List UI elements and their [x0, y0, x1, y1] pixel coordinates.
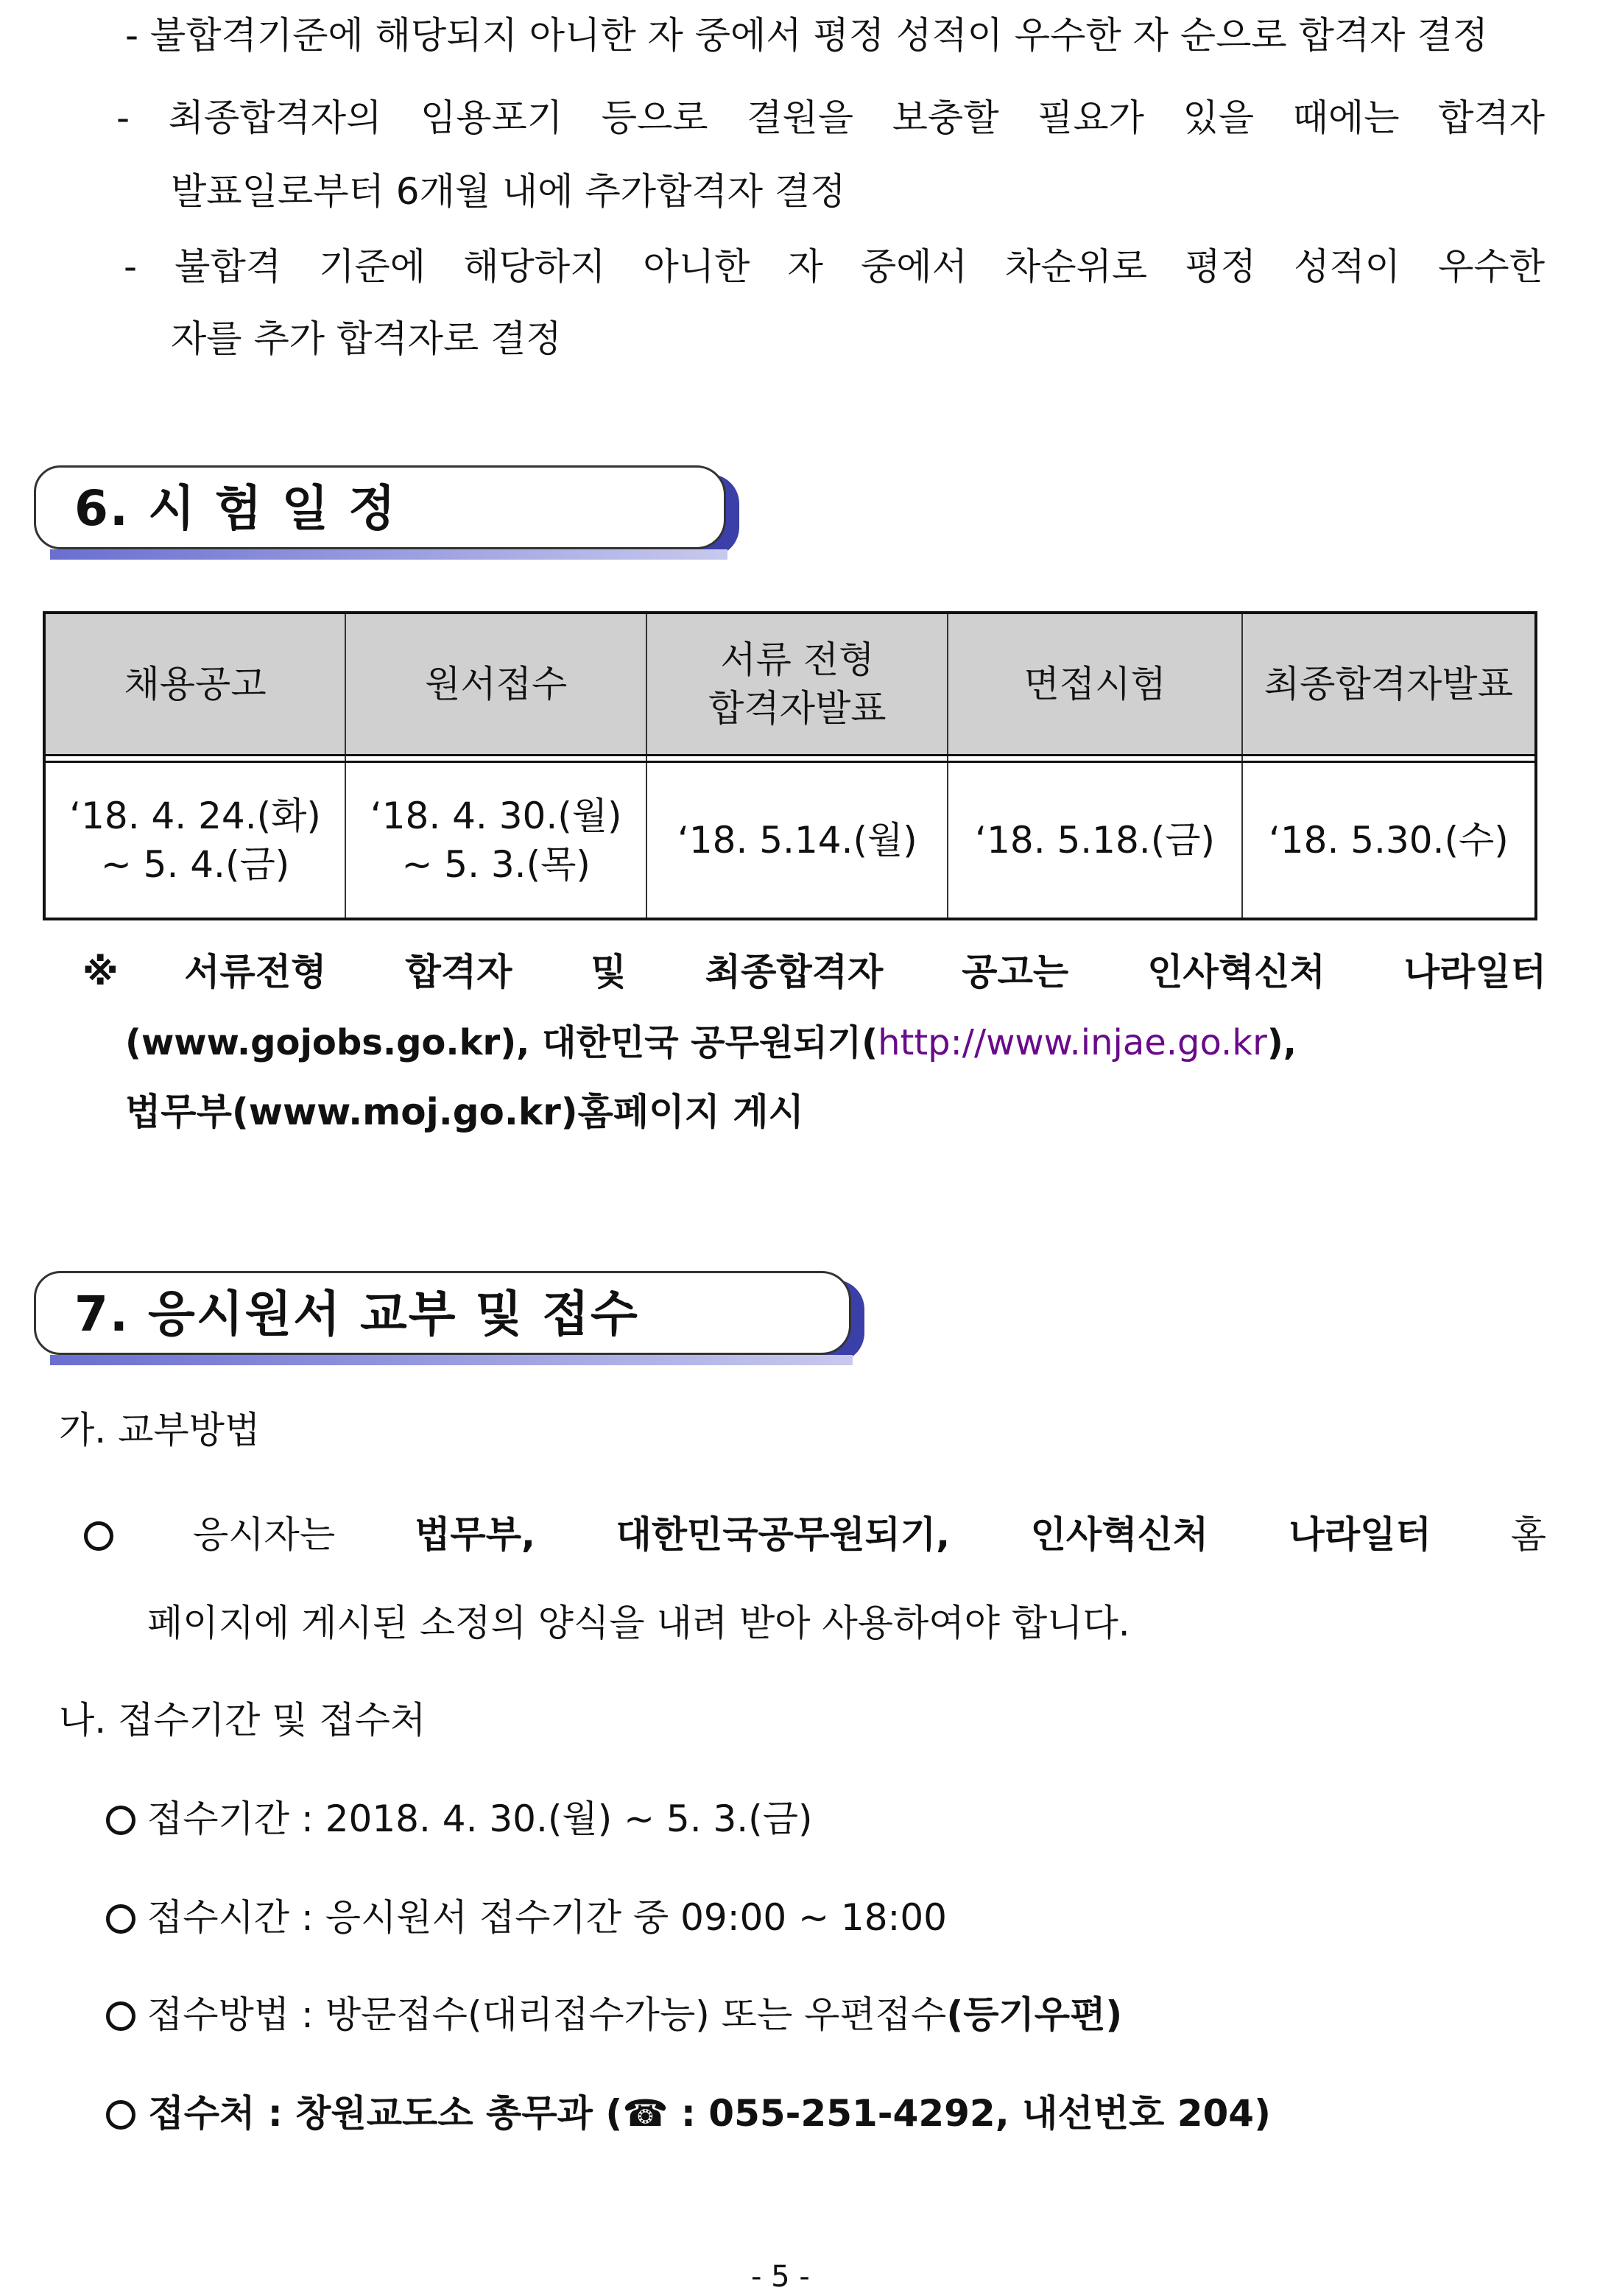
ga-item-line-2: 페이지에 게시된 소정의 양식을 내려 받아 사용하여야 합니다.: [147, 1602, 1130, 1644]
ga-item-line-1: [84, 1513, 1546, 1557]
list-item: [106, 1993, 1122, 2037]
list-item: [106, 1895, 947, 1940]
list-item: [106, 2091, 1271, 2135]
top-line-2: - 최종합격자의 임용포기 등으로 결원을 보충할 필요가 있을 때에는 합격자: [116, 96, 1545, 139]
list-item-text: 접수기간 : 2018. 4. 30.(월) ∼ 5. 3.(금): [147, 1797, 813, 1840]
header-underline: [50, 549, 727, 560]
table-separator: [44, 756, 1536, 762]
note-text: (www.gojobs.go.kr), 대한민국 공무원되기(: [125, 1022, 878, 1063]
top-line-5: 자를 추가 합격자로 결정: [171, 317, 562, 360]
note-line-3: 법무부(www.moj.go.kr)홈페이지 게시: [125, 1091, 804, 1133]
circle-bullet-icon: [84, 1521, 113, 1551]
schedule-table: [43, 611, 1537, 920]
note-line-2: [125, 1021, 1297, 1065]
list-item-bold: (등기우편): [946, 1993, 1123, 2036]
top-line-4: - 불합격 기준에 해당하지 아니한 자 중에서 차순위로 평정 성적이 우수한: [124, 245, 1545, 288]
note-line-1: ※서류전형 합격자 및 최종합격자 공고는 인사혁신처 나라일터: [82, 951, 1546, 993]
top-line-3: 발표일로부터 6개월 내에 추가합격자 결정: [171, 170, 846, 213]
list-item-text: 접수시간 : 응시원서 접수기간 중 09:00 ~ 18:00: [147, 1896, 947, 1939]
table-cell: [345, 762, 646, 920]
circle-bullet-icon: [106, 1806, 135, 1835]
header-face: [34, 1271, 851, 1355]
list-item: [106, 1797, 813, 1841]
table-cell: ‘18. 5.18.(금): [948, 762, 1241, 920]
cell-line: ‘18. 4. 24.(화): [69, 795, 321, 837]
note-text: ),: [1266, 1022, 1297, 1063]
header-line: 합격자발표: [708, 687, 887, 730]
header-cell: 원서접수: [345, 613, 646, 756]
list-item-text: 접수처 : 창원교도소 총무과 (☎ : 055-251-4292, 내선번호 204): [148, 2092, 1271, 2135]
header-underline: [50, 1355, 853, 1365]
cell-line: ∼ 5. 4.(금): [100, 843, 290, 886]
header-cell: 최종합격자발표: [1242, 613, 1536, 756]
header-face: [34, 465, 726, 549]
ga-item-text: 홈: [1431, 1513, 1546, 1556]
section-7-title: 7. 응시원서 교부 및 접수: [74, 1286, 639, 1342]
section-6-title: 6. 시 험 일 정: [74, 480, 397, 537]
circle-bullet-icon: [106, 1904, 135, 1934]
subsection-na: 나. 접수기간 및 접수처: [59, 1699, 426, 1742]
cell-line: ‘18. 4. 30.(월): [370, 795, 622, 837]
subsection-ga: 가. 교부방법: [59, 1409, 261, 1451]
header-cell: [646, 613, 948, 756]
injae-link[interactable]: http://www.injae.go.kr: [878, 1022, 1267, 1063]
header-line: 서류 전형: [720, 638, 875, 681]
ga-item-bold: 법무부, 대한민국공무원되기, 인사혁신처 나라일터: [415, 1513, 1431, 1556]
table-header-row: [44, 613, 1536, 756]
circle-bullet-icon: [106, 2100, 135, 2130]
top-line-1: - 불합격기준에 해당되지 아니한 자 중에서 평정 성적이 우수한 자 순으로 합격자 결정: [125, 14, 1488, 57]
page-number: - 5 -: [751, 2260, 810, 2294]
list-item-text: 접수방법 : 방문접수(대리접수가능) 또는 우편접수: [147, 1993, 947, 2036]
table-cell: ‘18. 5.30.(수): [1242, 762, 1536, 920]
table-cell: [44, 762, 345, 920]
header-cell: 채용공고: [44, 613, 345, 756]
ga-item-text: 응시자는: [192, 1513, 415, 1556]
cell-line: ~ 5. 3.(목): [401, 843, 591, 886]
table-cell: ‘18. 5.14.(월): [646, 762, 948, 920]
header-cell: 면접시험: [948, 613, 1241, 756]
table-row: [44, 762, 1536, 920]
circle-bullet-icon: [106, 2001, 135, 2031]
